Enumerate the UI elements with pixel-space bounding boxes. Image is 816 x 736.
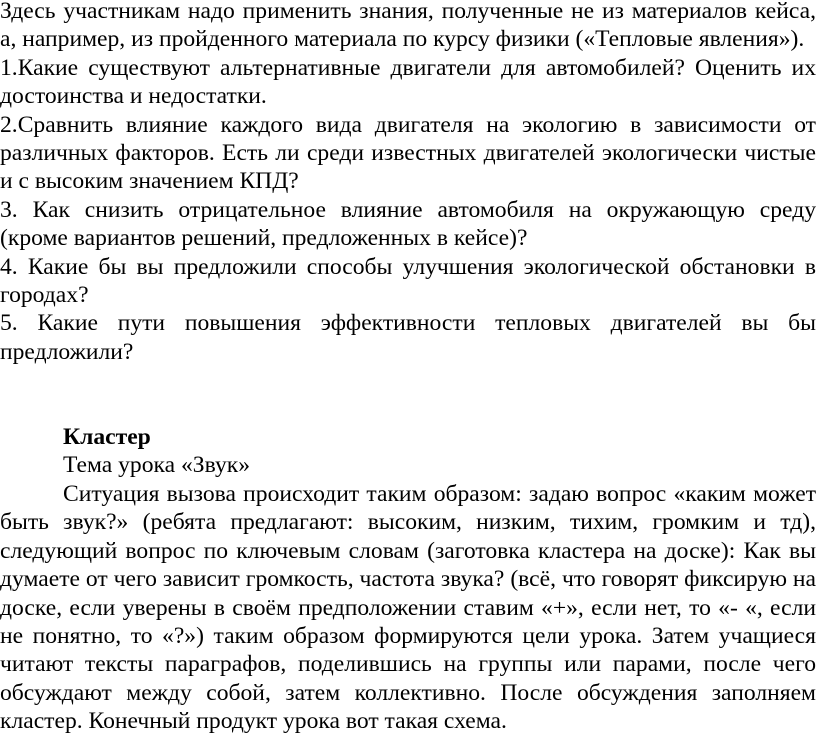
question-5: 5. Какие пути повышения эффективности тепловых двигателей вы бы предложили? (0, 310, 816, 365)
lesson-topic: Тема урока «Звук» (63, 452, 250, 479)
question-1: 1.Какие существуют альтернативные двигатели для автомобилей? Оценить их достоинства и недостатки. (0, 54, 816, 110)
section-body-paragraph: Ситуация вызова происходит таким образом: задаю вопрос «каким может быть звук?» (ребята предлагают: высоким, низким, тихим, громким и тд), следующий вопрос по ключевым словам (заготовка кластера на доске): Как вы думаете от чего зависит громкость, частота звука? (всё, что говорят фиксирую на доске, если уверены в своём предположении ставим «+», если нет, то «- «, если не понятно, то «?») таким образом формируются цели урока. Затем учащиеся читают тексты параграфов, поделившись на группы или парами, после чего обсуждают между собой, затем коллективно. После обсуждения заполняем кластер. Конечный продукт урока вот такая схема. (0, 480, 816, 735)
section-heading: Кластер (63, 424, 151, 451)
question-2: 2.Сравнить влияние каждого вида двигателя на экологию в зависимости от различных факторов. Есть ли среди известных двигателей экологически чистые и с высоким значением КПД? (0, 111, 816, 195)
question-3: 3. Как снизить отрицательное влияние автомобиля на окружающую среду (кроме вариантов решений, предложенных в кейсе)? (0, 196, 816, 252)
question-4: 4. Какие бы вы предложили способы улучшения экологической обстановки в городах? (0, 253, 816, 309)
intro-paragraph: Здесь участникам надо применить знания, полученные не из материалов кейса, а, например, из пройденного материала по курсу физики («Тепловые явления»). (0, 0, 816, 53)
blank-line (0, 366, 816, 423)
